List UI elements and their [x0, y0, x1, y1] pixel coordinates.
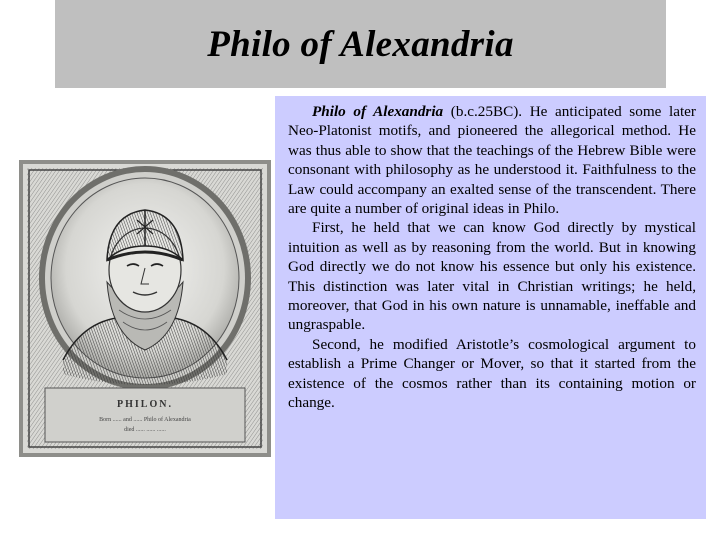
paragraph-1: [288, 102, 696, 218]
portrait-caption-line-1: Born ...... and ...... Philo of Alexandria: [99, 417, 191, 423]
paragraph-1-lead: Philo of Alexandria: [312, 103, 444, 120]
portrait-caption-name: PHILON.: [117, 399, 173, 410]
paragraph-1-text: (b.c.25BC). He anticipated some later Neo-Platonist motifs, and pioneered the allegorical method. He was thus able to show that the teachings of the Hebrew Bible were consonant with philosophy as he understood it. Faithfulness to the Law could accompany an exalted sense of the transcendent. There are quite a number of original ideas in Philo.: [288, 103, 696, 218]
title-bar: [55, 0, 666, 88]
paragraph-2: First, he held that we can know God directly by mystical intuition as well as by reasoning from the world. But in knowing God directly we do not know his essence but only his existence. This distinction was later vital in Christian writings; he held, moreover, that God in his own nature is unnamable, ineffable and ungraspable.: [288, 219, 696, 334]
body-text-box: [275, 96, 706, 519]
philo-portrait-engraving: [19, 160, 271, 457]
slide-title: Philo of Alexandria: [207, 23, 514, 65]
paragraph-3: Second, he modified Aristotle’s cosmological argument to establish a Prime Changer or Mover, so that it started from the existence of the cosmos rather than its containing motion or change.: [288, 335, 696, 412]
portrait-caption-line-2: died ...... ...... ......: [124, 427, 166, 433]
